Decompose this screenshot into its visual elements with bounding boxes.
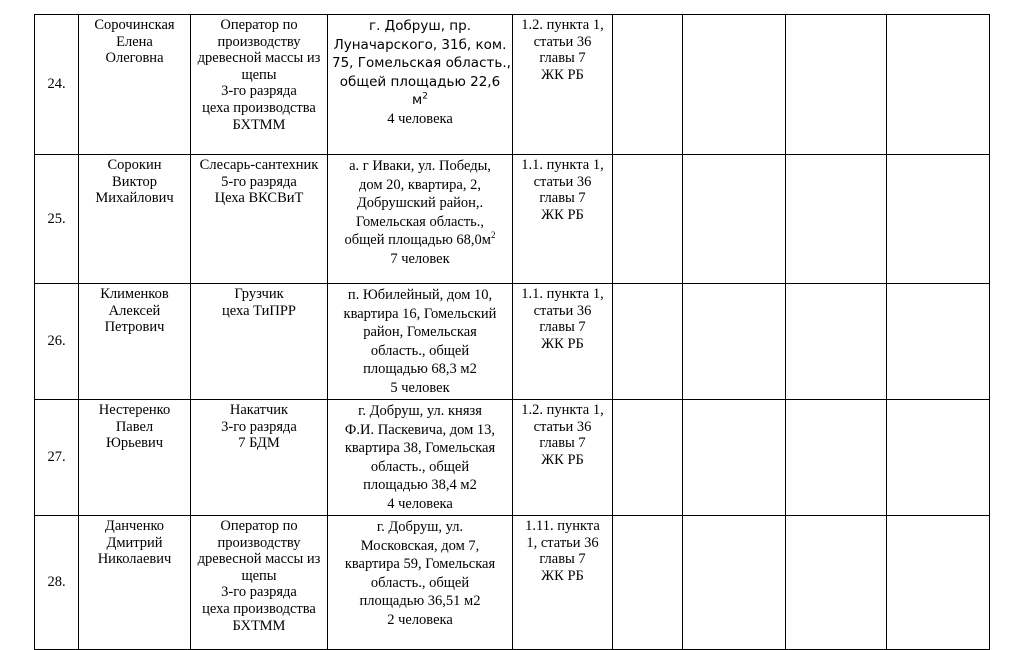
position-line: Грузчик xyxy=(234,286,284,302)
employee-position xyxy=(191,284,328,400)
address-line: квартира 38, Гомельская xyxy=(344,440,496,456)
name-line: Михайлович xyxy=(95,190,174,207)
basis-line: ЖК РБ xyxy=(541,567,584,584)
housing-queue-table xyxy=(34,14,990,650)
empty-cell xyxy=(887,15,990,155)
name-line: Сорочинская xyxy=(94,17,175,33)
table-row xyxy=(35,15,990,155)
empty-cell xyxy=(887,155,990,284)
address-cell xyxy=(328,284,513,400)
name-line: Елена xyxy=(116,33,153,50)
basis-line: 1.1. пункта 1, xyxy=(521,286,604,302)
address-line: г. Добруш, ул. xyxy=(376,519,464,535)
basis-line: 1.1. пункта 1, xyxy=(521,157,604,173)
name-line: Клименков xyxy=(100,286,169,302)
address-line: квартира 59, Гомельская xyxy=(344,556,496,572)
table-row xyxy=(35,284,990,400)
address-line: Московская, дом 7, xyxy=(360,537,480,554)
persons-count: 4 человека xyxy=(387,495,453,512)
position-line: производству xyxy=(217,33,301,50)
empty-cell xyxy=(786,155,887,284)
address-cell xyxy=(328,155,513,284)
basis-line: главы 7 xyxy=(539,50,586,67)
empty-cell xyxy=(887,400,990,516)
basis-line: 1.11. пункта xyxy=(525,518,600,534)
empty-cell xyxy=(786,400,887,516)
empty-cell xyxy=(683,155,786,284)
address-line: район, Гомельская xyxy=(363,324,477,340)
empty-cell xyxy=(683,400,786,516)
employee-name xyxy=(79,284,191,400)
persons-count: 4 человека xyxy=(387,110,453,127)
employee-position xyxy=(191,400,328,516)
basis-line: ЖК РБ xyxy=(541,66,584,83)
position-line: щепы xyxy=(241,567,277,584)
legal-basis xyxy=(513,400,613,516)
basis-line: статьи 36 xyxy=(533,173,592,190)
position-line: 5-го разряда xyxy=(221,173,297,190)
basis-line: статьи 36 xyxy=(533,302,592,319)
position-line: древесной массы из xyxy=(197,551,321,568)
row-number: 24. xyxy=(35,15,79,155)
name-line: Алексей xyxy=(108,302,161,319)
empty-cell xyxy=(887,284,990,400)
empty-cell xyxy=(613,15,683,155)
address-line: общей площадью 22,6 xyxy=(339,73,501,90)
address-line: а. г Иваки, ул. Победы, xyxy=(349,158,491,174)
empty-cell xyxy=(683,15,786,155)
employee-name xyxy=(79,516,191,650)
row-number: 26. xyxy=(35,284,79,400)
position-line: древесной массы из xyxy=(197,50,321,67)
address-line: область., общей xyxy=(370,458,470,475)
name-line: Павел xyxy=(115,418,154,435)
position-line: Оператор по xyxy=(220,518,298,534)
position-line: 7 БДМ xyxy=(238,435,280,452)
legal-basis xyxy=(513,516,613,650)
empty-cell xyxy=(613,155,683,284)
name-line: Олеговна xyxy=(105,50,164,67)
row-number: 27. xyxy=(35,400,79,516)
table-row xyxy=(35,400,990,516)
persons-count: 7 человек xyxy=(390,250,450,267)
basis-line: статьи 36 xyxy=(533,418,592,435)
employee-position xyxy=(191,155,328,284)
basis-line: ЖК РБ xyxy=(541,335,584,352)
empty-cell xyxy=(786,284,887,400)
basis-line: главы 7 xyxy=(539,190,586,207)
empty-cell xyxy=(786,15,887,155)
name-line: Дмитрий xyxy=(106,534,163,551)
basis-line: главы 7 xyxy=(539,551,586,568)
name-line: Виктор xyxy=(112,173,157,190)
name-line: Петрович xyxy=(104,319,165,336)
address-line: Луначарского, 31б, ком. xyxy=(333,36,507,53)
address-line: 75, Гомельская область., xyxy=(332,55,511,71)
empty-cell xyxy=(613,284,683,400)
address-line: площадью 36,51 м2 xyxy=(359,593,481,609)
area-line xyxy=(332,231,508,250)
empty-cell xyxy=(887,516,990,650)
position-line: щепы xyxy=(241,66,277,83)
basis-line: главы 7 xyxy=(539,435,586,452)
position-line: Накатчик xyxy=(229,402,289,418)
empty-cell xyxy=(683,284,786,400)
basis-line: 1.2. пункта 1, xyxy=(521,402,604,418)
persons-count: 2 человека xyxy=(387,611,453,628)
basis-line: 1.2. пункта 1, xyxy=(521,17,604,33)
row-number: 28. xyxy=(35,516,79,650)
employee-position xyxy=(191,516,328,650)
address-line: квартира 16, Гомельский xyxy=(343,305,497,322)
name-line: Данченко xyxy=(104,518,165,534)
position-line: Цеха ВКСВиТ xyxy=(214,190,304,207)
persons-count: 5 человек xyxy=(390,379,450,396)
basis-line: статьи 36 xyxy=(533,33,592,50)
area-unit-text: м xyxy=(412,92,423,108)
employee-name xyxy=(79,155,191,284)
address-line: г. Добруш, пр. xyxy=(369,18,471,34)
address-line: область., общей xyxy=(370,574,470,591)
position-line: БХТММ xyxy=(232,116,286,133)
empty-cell xyxy=(786,516,887,650)
area-text: общей площадью 68,0м xyxy=(344,232,491,248)
position-line: цеха производства xyxy=(202,99,316,116)
address-line: дом 20, квартира, 2, xyxy=(358,176,481,193)
name-line: Сорокин xyxy=(107,157,162,173)
address-line: г. Добруш, ул. князя xyxy=(358,403,482,419)
address-cell xyxy=(328,15,513,155)
empty-cell xyxy=(683,516,786,650)
legal-basis xyxy=(513,284,613,400)
address-line: площадью 38,4 м2 xyxy=(363,477,477,493)
basis-line: главы 7 xyxy=(539,319,586,336)
legal-basis xyxy=(513,155,613,284)
name-line: Юрьевич xyxy=(105,435,164,452)
empty-cell xyxy=(613,400,683,516)
address-cell xyxy=(328,516,513,650)
name-line: Николаевич xyxy=(97,551,172,568)
basis-line: 1, статьи 36 xyxy=(526,534,599,551)
position-line: цеха ТиПРР xyxy=(222,302,296,319)
address-line: Добрушский район,. xyxy=(356,195,484,211)
employee-name xyxy=(79,15,191,155)
employee-name xyxy=(79,400,191,516)
position-line: Оператор по xyxy=(220,17,298,33)
table-row xyxy=(35,155,990,284)
area-superscript: 2 xyxy=(490,230,496,241)
address-line: п. Юбилейный, дом 10, xyxy=(347,287,493,303)
employee-position xyxy=(191,15,328,155)
basis-line: ЖК РБ xyxy=(541,206,584,223)
position-line: Слесарь-сантехник xyxy=(199,157,319,173)
position-line: цеха производства xyxy=(202,600,316,617)
address-cell xyxy=(328,400,513,516)
address-line: Гомельская область., xyxy=(355,213,485,230)
address-line: площадью 68,3 м2 xyxy=(363,361,477,377)
position-line: 3-го разряда xyxy=(221,584,297,601)
position-line: БХТММ xyxy=(232,617,286,634)
empty-cell xyxy=(613,516,683,650)
basis-line: ЖК РБ xyxy=(541,451,584,468)
address-line: Ф.И. Паскевича, дом 13, xyxy=(344,421,496,438)
area-unit xyxy=(332,91,508,110)
position-line: 3-го разряда xyxy=(221,418,297,435)
legal-basis xyxy=(513,15,613,155)
position-line: производству xyxy=(217,534,301,551)
row-number: 25. xyxy=(35,155,79,284)
name-line: Нестеренко xyxy=(98,402,171,418)
address-line: область., общей xyxy=(370,342,470,359)
area-superscript: 2 xyxy=(422,91,428,102)
position-line: 3-го разряда xyxy=(221,83,297,100)
table-row xyxy=(35,516,990,650)
